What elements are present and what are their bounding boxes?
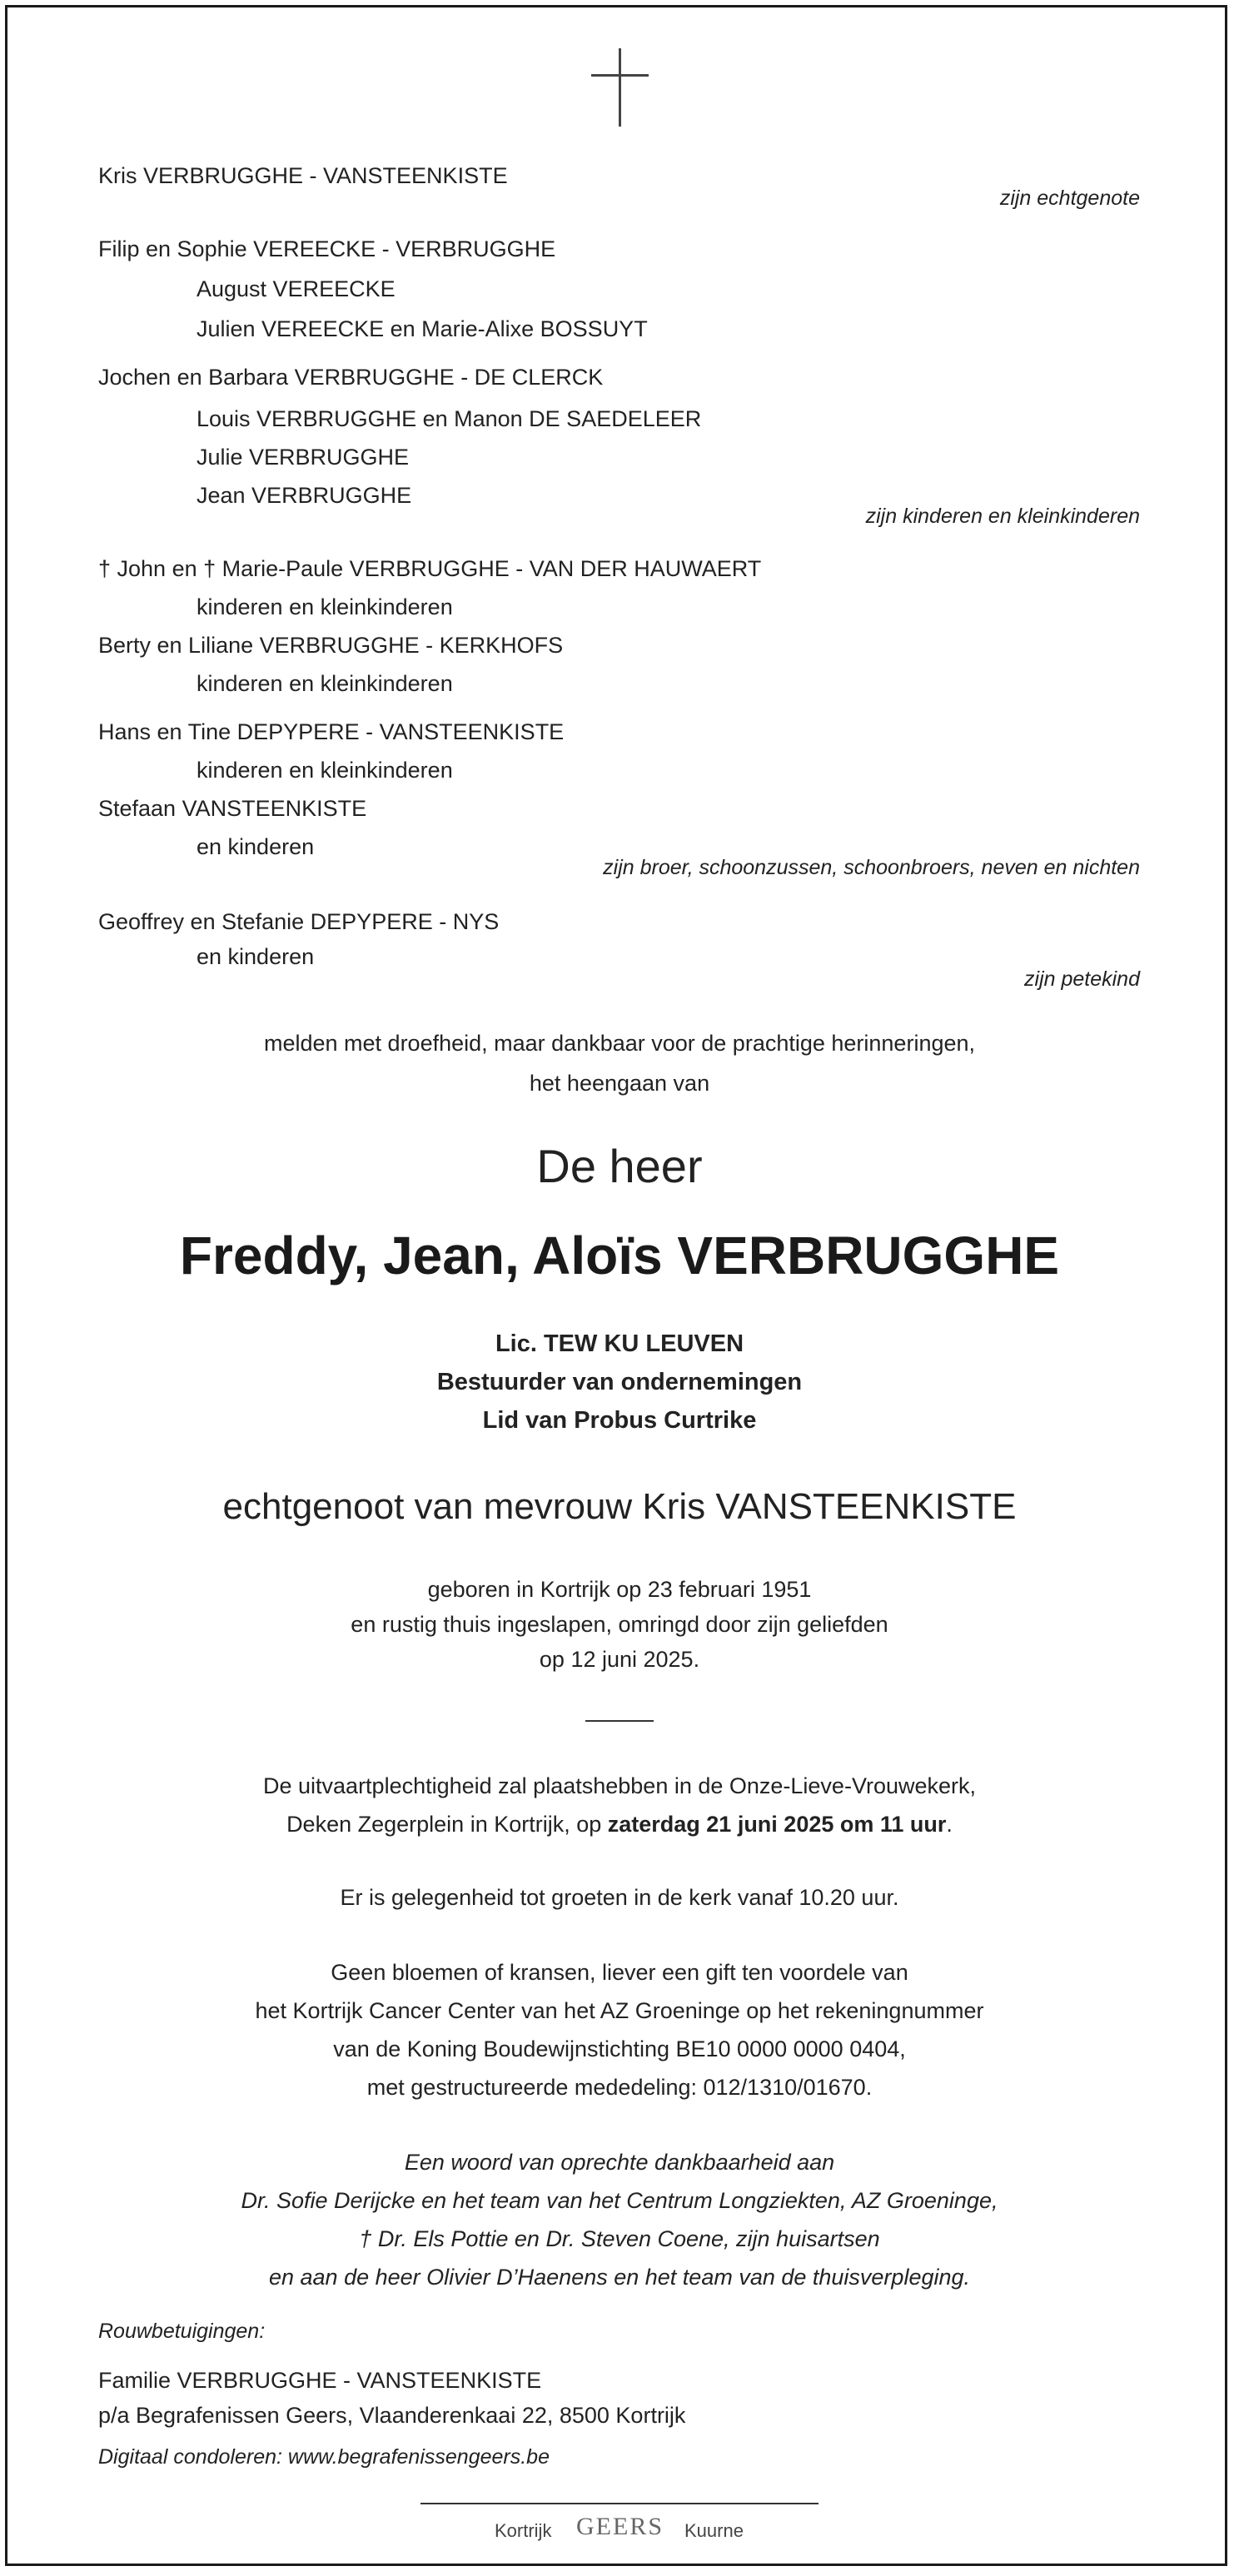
spouse-name: Kris VERBRUGGHE - VANSTEENKISTE — [98, 163, 508, 188]
footer-divider — [420, 2503, 819, 2504]
title-line: Lid van Probus Curtrike — [482, 1407, 757, 1434]
announcement-line: het heengaan van — [529, 1071, 710, 1096]
family-line: Jean VERBRUGGHE — [197, 483, 412, 508]
donation-line: het Kortrijk Cancer Center van het AZ Groeninge op het rekeningnummer — [255, 1998, 984, 2023]
cross-icon — [619, 48, 621, 127]
children-role: zijn kinderen en kleinkinderen — [865, 505, 1140, 528]
announcement-line: melden met droefheid, maar dankbaar voor de prachtige herinneringen, — [263, 1031, 976, 1056]
siblings-role: zijn broer, schoonzussen, schoonbroers, neven en nichten — [603, 856, 1140, 879]
family-line: en kinderen — [197, 834, 315, 859]
condolences-address: p/a Begrafenissen Geers, Vlaanderenkaai 22, 8500 Kortrijk — [98, 2403, 686, 2428]
title-line: Bestuurder van ondernemingen — [436, 1369, 803, 1395]
thanks-line: Dr. Sofie Derijcke en het team van het Centrum Longziekten, AZ Groeninge, — [241, 2188, 998, 2213]
family-line: Geoffrey en Stefanie DEPYPERE - NYS — [98, 909, 500, 934]
spouse-role: zijn echtgenote — [999, 186, 1140, 210]
thanks-line: † Dr. Els Pottie en Dr. Steven Coene, zijn huisartsen — [359, 2226, 880, 2251]
family-line: Jochen en Barbara VERBRUGGHE - DE CLERCK — [98, 365, 604, 390]
family-line: Louis VERBRUGGHE en Manon DE SAEDELEER — [197, 406, 702, 431]
honorific: De heer — [536, 1140, 703, 1192]
family-line: Stefaan VANSTEENKISTE — [98, 796, 367, 821]
thanks-line: en aan de heer Olivier D’Haenens en het team van de thuisverpleging. — [268, 2265, 971, 2290]
funeral-date: zaterdag 21 juni 2025 om 11 uur — [607, 1812, 947, 1837]
family-line: Julien VEREECKE en Marie-Alixe BOSSUYT — [197, 316, 648, 341]
condolences-link[interactable]: Digitaal condoleren: www.begrafenissengeers.be — [98, 2445, 550, 2469]
family-line: kinderen en kleinkinderen — [197, 671, 453, 696]
funeral-home-logo: GEERS — [576, 2513, 664, 2540]
funeral-line: De uitvaartplechtigheid zal plaatshebben in de Onze-Lieve-Vrouwekerk, — [263, 1773, 976, 1798]
family-line: Berty en Liliane VERBRUGGHE - KERKHOFS — [98, 633, 564, 658]
family-line: Julie VERBRUGGHE — [197, 445, 410, 470]
condolences-heading: Rouwbetuigingen: — [98, 2320, 266, 2343]
donation-line: van de Koning Boudewijnstichting BE10 0000 0000 0404, — [333, 2036, 906, 2061]
life-line: en rustig thuis ingeslapen, omringd door zijn geliefden — [351, 1612, 888, 1637]
footer-location-right: Kuurne — [684, 2520, 744, 2541]
godchild-role: zijn petekind — [1024, 967, 1140, 991]
donation-line: met gestructureerde mededeling: 012/1310/01670. — [366, 2075, 873, 2100]
thanks-line: Een woord van oprechte dankbaarheid aan — [404, 2150, 835, 2175]
cross-icon-bar — [591, 74, 649, 77]
condolences-addressee: Familie VERBRUGGHE - VANSTEENKISTE — [98, 2368, 542, 2393]
funeral-line-2: Deken Zegerplein in Kortrijk, op zaterdag 21 juni 2025 om 11 uur. — [286, 1812, 953, 1837]
greeting-line: Er is gelegenheid tot groeten in de kerk vanaf 10.20 uur. — [340, 1885, 899, 1910]
family-line: Hans en Tine DEPYPERE - VANSTEENKISTE — [98, 719, 565, 744]
family-line: en kinderen — [197, 944, 315, 969]
family-line: August VEREECKE — [197, 276, 396, 301]
donation-line: Geen bloemen of kransen, liever een gift ten voordele van — [331, 1960, 908, 1985]
title-line: Lic. TEW KU LEUVEN — [495, 1330, 744, 1357]
life-line: geboren in Kortrijk op 23 februari 1951 — [427, 1577, 812, 1602]
footer-location-left: Kortrijk — [495, 2520, 552, 2541]
family-line: kinderen en kleinkinderen — [197, 594, 453, 619]
family-line: kinderen en kleinkinderen — [197, 758, 453, 783]
divider — [585, 1720, 654, 1722]
deceased-name: Freddy, Jean, Aloïs VERBRUGGHE — [179, 1226, 1060, 1286]
family-line: Filip en Sophie VEREECKE - VERBRUGGHE — [98, 236, 556, 261]
spouse-line: echtgenoot van mevrouw Kris VANSTEENKISTE — [222, 1486, 1017, 1527]
family-line: † John en † Marie-Paule VERBRUGGHE - VAN DER HAUWAERT — [98, 556, 762, 581]
life-line: op 12 juni 2025. — [539, 1647, 700, 1672]
